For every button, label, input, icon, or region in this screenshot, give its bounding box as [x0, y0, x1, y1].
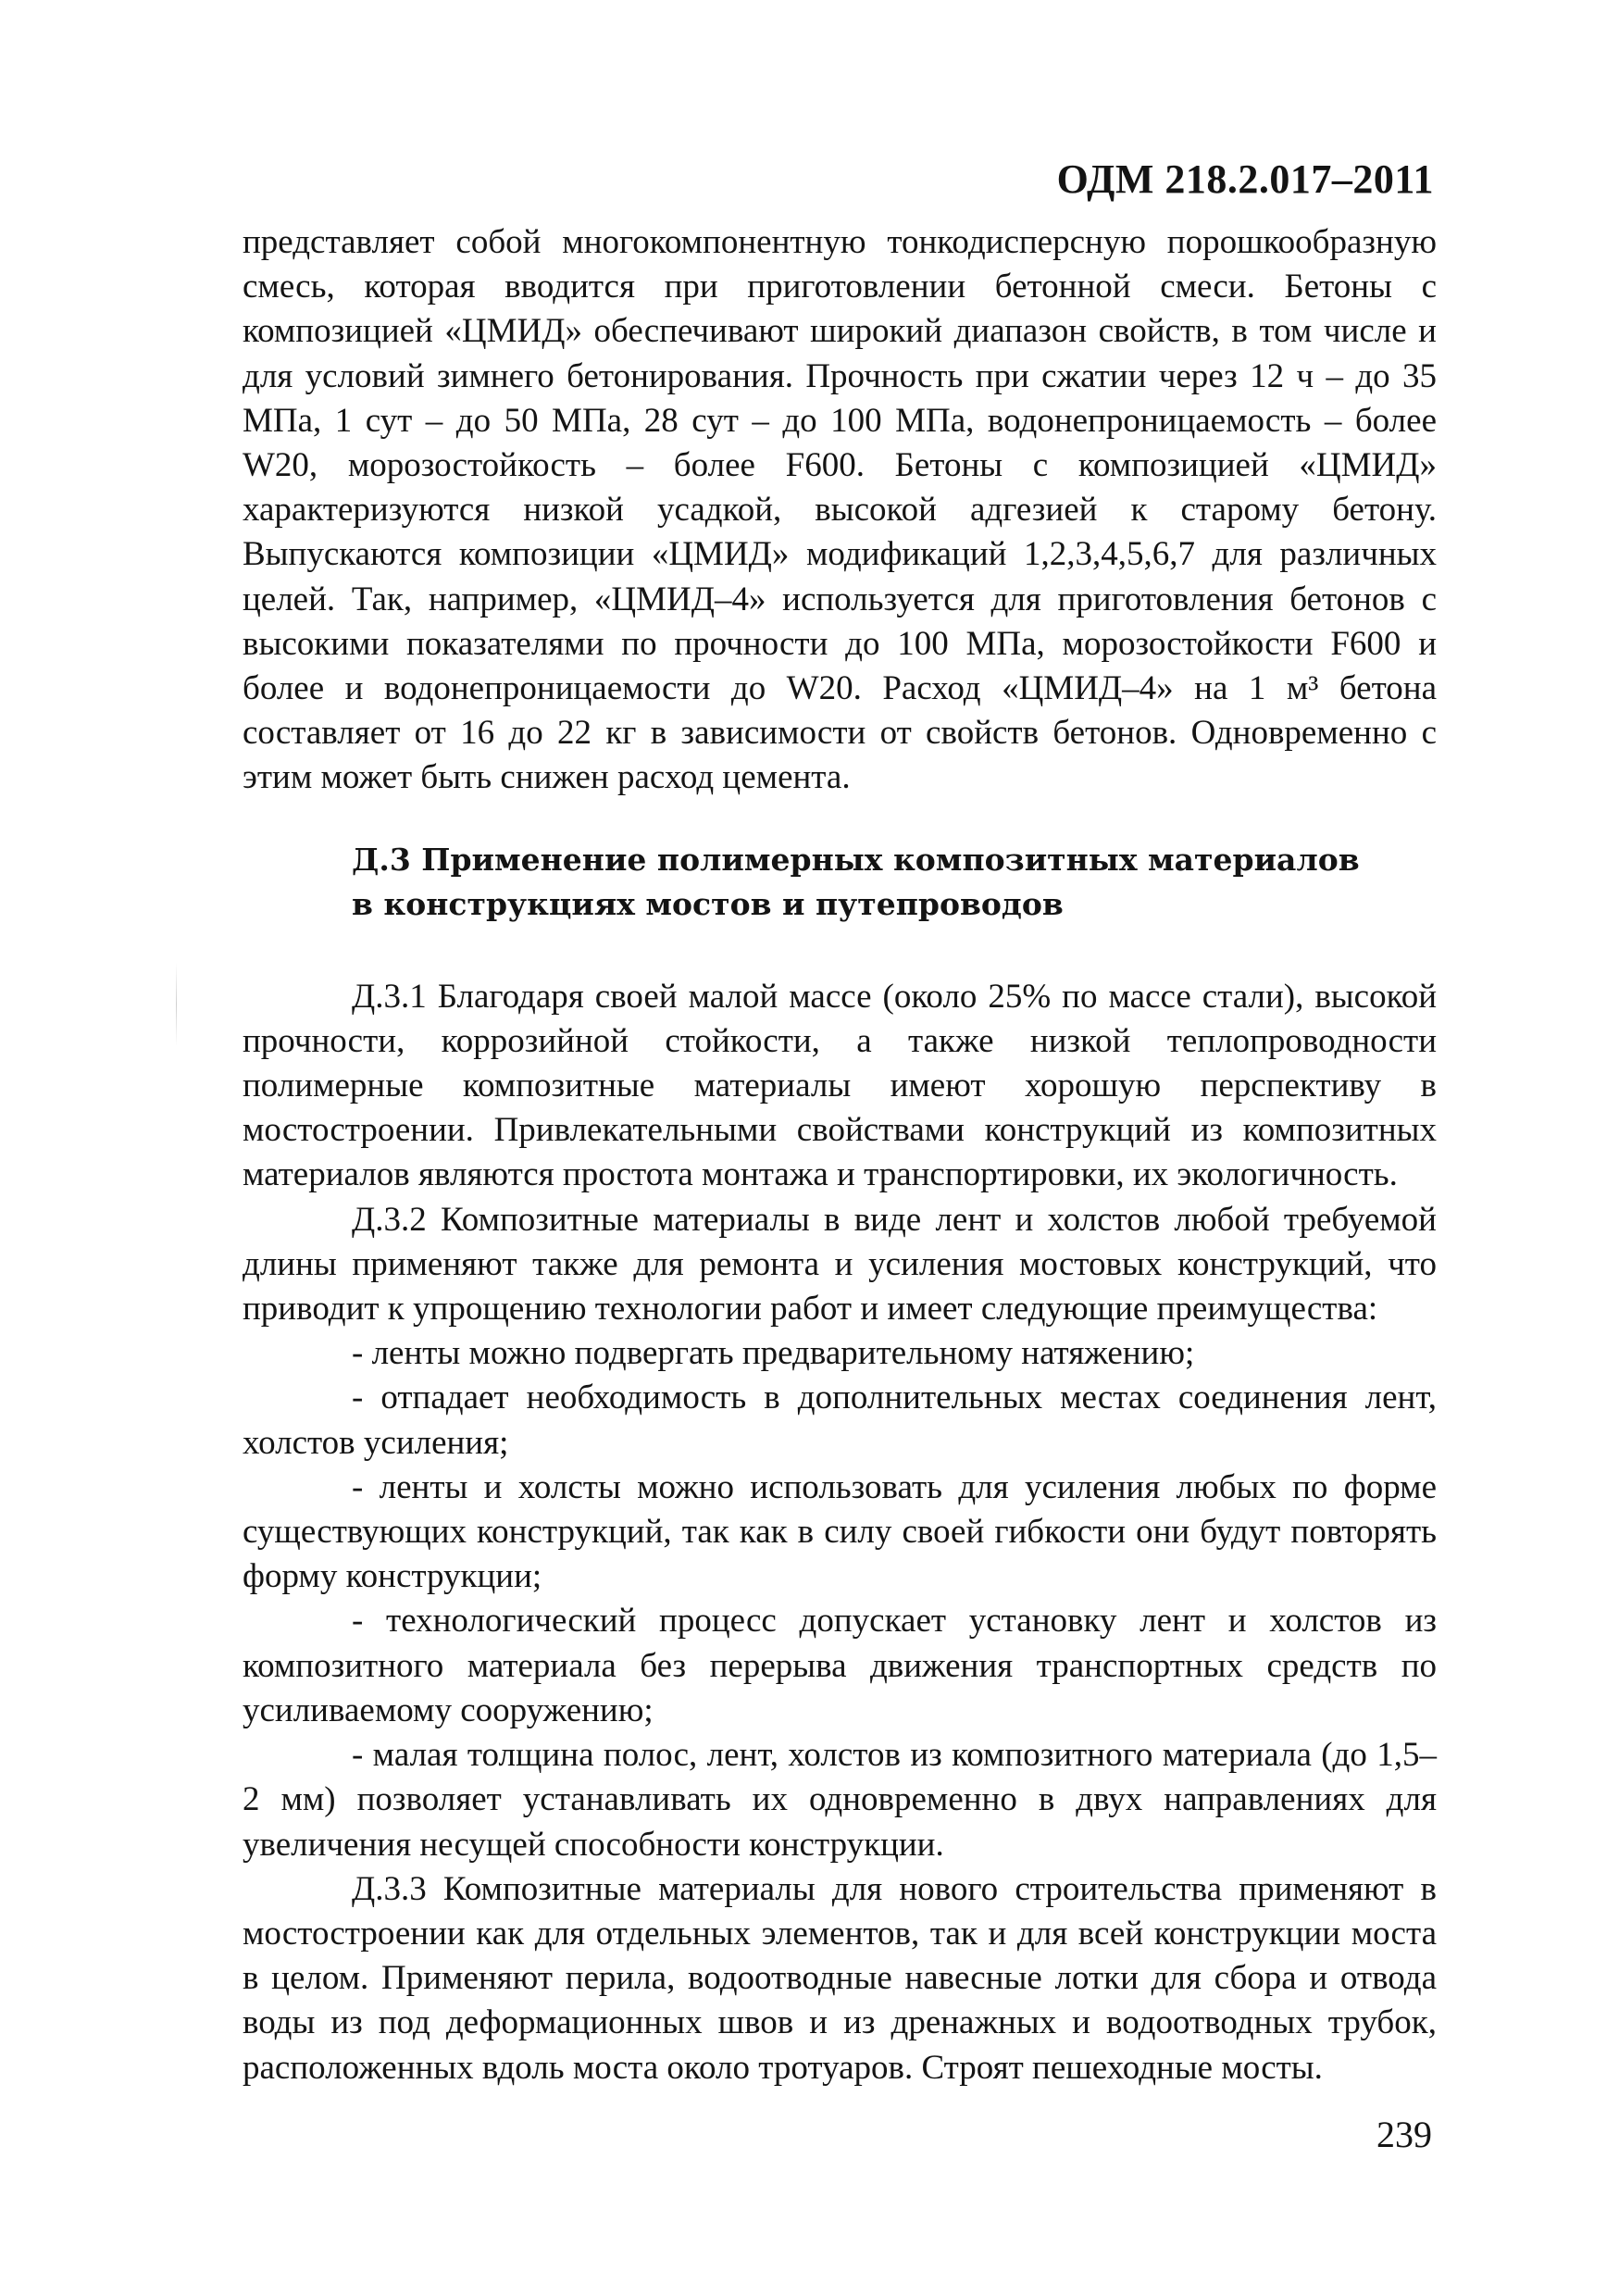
list-item: - технологический процесс допускает установку лент и холстов из композитного материала без перерыва движения транспортных средств по усиливаемому сооружению;	[243, 1602, 1437, 1729]
list-item: - ленты и холсты можно использовать для усиления любых по форме существующих конструкций, так как в силу своей гибкости они будут повторять форму конструкции;	[243, 1467, 1437, 1596]
section-heading	[243, 838, 1437, 927]
scan-artifact	[176, 963, 177, 1046]
list-item: - отпадает необходимость в дополнительных местах соединения лент, холстов усиления;	[243, 1379, 1437, 1462]
page-number: 239	[1376, 2114, 1432, 2155]
intro-paragraph: представляет собой многокомпонентную тонкодисперсную порошкообразную смесь, которая вводится при приготовлении бетонной смеси. Бетоны с композицией «ЦМИД» обеспечивают широкий диапазон свойств, в том числе и для условий зимнего бетонирования. Прочность при сжатии через 12 ч – до 35 МПа, 1 сут – до 50 МПа, 28 сут – до 100 МПа, водонепроницаемость – более W20, морозостойкость – более F600. Бетоны с композицией «ЦМИД» характеризуются низкой усадкой, высокой адгезией к старому бетону. Выпускаются композиции «ЦМИД» модификаций 1,2,3,4,5,6,7 для различных целей. Так, например, «ЦМИД–4» используется для приготовления бетонов с высокими показателями по прочности до 100 МПа, морозостойкости F600 и более и водонепроницаемости до W20. Расход «ЦМИД–4» на 1 м³ бетона составляет от 16 до 22 кг в зависимости от свойств бетонов. Одновременно с этим может быть снижен расход цемента.	[243, 223, 1437, 797]
body-text	[243, 220, 1437, 2090]
document-code: ОДМ 218.2.017–2011	[1056, 156, 1434, 202]
paragraph-d-3-1: Д.3.1 Благодаря своей малой массе (около 25% по массе стали), высокой прочности, коррозийной стойкости, а также низкой теплопроводности полимерные композитные материалы имеют хорошую перспективу в мостостроении. Привлекательными свойствами конструкций из композитных материалов являются простота монтажа и транспортировки, их экологичность.	[243, 977, 1437, 1194]
section-heading-line-2: в конструкциях мостов и путепроводов	[352, 885, 1064, 922]
paragraph-d-3-2: Д.3.2 Композитные материалы в виде лент и холстов любой требуемой длины применяют также для ремонта и усиления мостовых конструкций, что приводит к упрощению технологии работ и имеет следующие преимущества:	[243, 1200, 1437, 1329]
section-heading-line-1: Д.3 Применение полимерных композитных материалов	[352, 841, 1360, 878]
list-item: - ленты можно подвергать предварительному натяжению;	[352, 1334, 1195, 1373]
paragraph-d-3-3: Д.3.3 Композитные материалы для нового строительства применяют в мостостроении как для отдельных элементов, так и для всей конструкции моста в целом. Применяют перила, водоотводные навесные лотки для сбора и отвода воды из под деформационных швов и из дренажных и водоотводных трубок, расположенных вдоль моста около тротуаров. Строят пешеходные мосты.	[243, 1869, 1437, 2087]
list-item: - малая толщина полос, лент, холстов из композитного материала (до 1,5–2 мм) позволяет устанавливать их одновременно в двух направлениях для увеличения несущей способности конструкции.	[243, 1736, 1437, 1864]
